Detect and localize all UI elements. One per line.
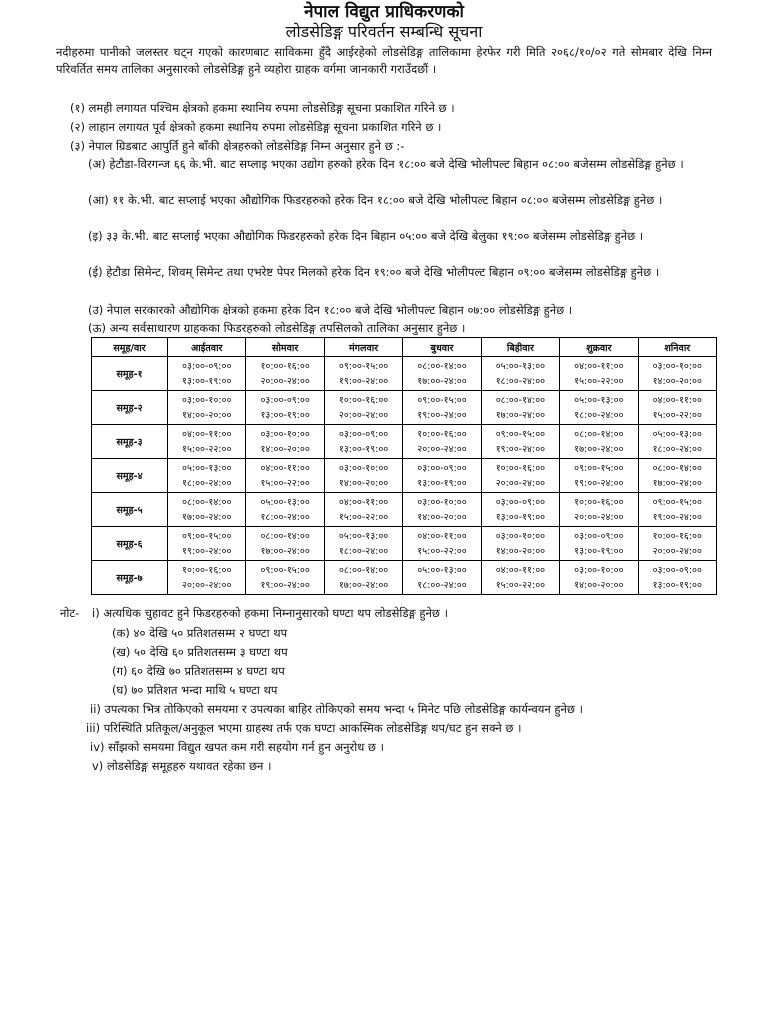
time-range: ०८:००-१४:०० <box>338 564 389 576</box>
time-range: १०:००-१६:०० <box>338 394 389 406</box>
time-range: ०९:००-१५:०० <box>652 496 702 508</box>
schedule-cell <box>168 561 246 595</box>
schedule-cell <box>324 561 402 595</box>
time-range: १८:००-२४:०० <box>260 511 310 523</box>
time-range: १९:००-२४:०० <box>495 443 546 455</box>
time-range: १८:००-२४:०० <box>652 443 702 455</box>
time-range: ०३:००-०९:०० <box>338 428 389 440</box>
time-range: १४:००-२०:०० <box>574 579 624 591</box>
schedule-cell <box>560 459 638 493</box>
time-range: ०९:००-१५:०० <box>260 564 310 576</box>
time-range: १८:००-२४:०० <box>338 545 389 557</box>
time-range: १०:००-१६:०० <box>495 462 546 474</box>
time-range: ०८:००-१४:०० <box>652 462 702 474</box>
group-label: समूह-४ <box>92 459 168 493</box>
time-range: १७:००-२४:०० <box>417 375 467 387</box>
schedule-cell <box>246 493 324 527</box>
notice-title: नेपाल विद्युत प्राधिकरणको <box>304 2 464 22</box>
group-label: समूह-६ <box>92 527 168 561</box>
note-kha: (ख) ५० देखि ६० प्रतिशतसम्म ३ घण्टा थप <box>112 645 288 659</box>
time-range: ०४:००-११:०० <box>574 360 624 372</box>
schedule-cell <box>638 357 716 391</box>
column-header-day: मंगलवार <box>324 338 402 357</box>
column-header-day: बुधवार <box>403 338 481 357</box>
time-range: १४:००-२०:०० <box>182 409 232 421</box>
time-range: ०४:००-११:०० <box>260 462 310 474</box>
table-header-row <box>92 338 717 357</box>
schedule-cell <box>324 527 402 561</box>
table-row <box>92 459 717 493</box>
time-range: ०९:००-१५:०० <box>574 462 624 474</box>
point-2: (२) लाहान लगायत पूर्व क्षेत्रको हकमा स्थानिय रुपमा लोडसेडिङ्ग सूचना प्रकाशित गरिने छ । <box>70 120 442 134</box>
subpoint-i: (इ) ३३ के.भी. बाट सप्लाई भएका औद्योगिक फिडरहरुको हरेक दिन बिहान ०५:०० बजे देखि बेलुका १९:०० बजेसम्म लोडसेडिङ्ग हुनेछ । <box>88 229 644 243</box>
time-range: ०४:००-११:०० <box>495 564 546 576</box>
column-header-day: शुक्रवार <box>560 338 638 357</box>
time-range: १५:००-२२:०० <box>495 579 546 591</box>
time-range: ०३:००-०९:०० <box>260 394 310 406</box>
time-range: ०३:००-०९:०० <box>652 564 702 576</box>
table-row <box>92 425 717 459</box>
schedule-cell <box>246 561 324 595</box>
note-ka: (क) ४० देखि ५० प्रतिशतसम्म २ घण्टा थप <box>112 626 288 640</box>
schedule-cell <box>481 459 559 493</box>
time-range: ०३:००-०९:०० <box>417 462 467 474</box>
time-range: १०:००-१६:०० <box>260 360 310 372</box>
loadshedding-schedule-table <box>91 337 717 595</box>
schedule-cell <box>638 527 716 561</box>
table-row <box>92 357 717 391</box>
time-range: ०५:००-१३:०० <box>652 428 702 440</box>
time-range: १८:००-२४:०० <box>495 375 546 387</box>
time-range: ०४:००-११:०० <box>338 496 389 508</box>
time-range: १०:००-१६:०० <box>417 428 467 440</box>
column-header-group: समूह/वार <box>92 338 168 357</box>
time-range: १८:००-२४:०० <box>182 477 232 489</box>
subpoint-uu: (ऊ) अन्य सर्वसाधारण ग्राहकका फिडरहरुको लोडसेडिङ्ग तपसिलको तालिका अनुसार हुनेछ । <box>88 321 466 335</box>
time-range: १७:००-२४:०० <box>182 511 232 523</box>
schedule-cell <box>481 527 559 561</box>
time-range: ०८:००-१४:०० <box>260 530 310 542</box>
table-row <box>92 527 717 561</box>
time-range: १९:००-२४:०० <box>182 545 232 557</box>
schedule-cell <box>403 459 481 493</box>
schedule-cell <box>560 425 638 459</box>
time-range: १८:००-२४:०० <box>417 579 467 591</box>
time-range: ०५:००-१३:०० <box>574 394 624 406</box>
table-row <box>92 561 717 595</box>
time-range: १५:००-२२:०० <box>417 545 467 557</box>
schedule-cell <box>638 561 716 595</box>
schedule-cell <box>481 493 559 527</box>
notes-label: नोट- <box>60 606 80 620</box>
schedule-cell <box>168 459 246 493</box>
time-range: ०४:००-११:०० <box>652 394 702 406</box>
schedule-cell <box>481 561 559 595</box>
intro-paragraph: नदीहरुमा पानीको जलस्तर घट्न गएको कारणबाट साविकमा हुँदै आईरहेको लोडसेडिङ्ग तालिकामा हेरफेर गरी मिति २०६८/१०/०२ गते सोमबार देखि निम्न परिवर्तित समय तालिका अनुसारको लोडसेडिङ्ग हुने व्यहोरा ग्राहक वर्गमा जानकारी गराउँदछौं । <box>56 45 712 76</box>
note-4: iv) साँझको समयमा विद्युत खपत कम गरी सहयोग गर्न हुन अनुरोध छ । <box>90 740 385 754</box>
time-range: ०५:००-१३:०० <box>260 496 310 508</box>
subpoint-ii: (ई) हेटौडा सिमेन्ट, शिवम् सिमेन्ट तथा एभरेष्ट पेपर मिलको हरेक दिन १९:०० बजे देखि भोलीपल्ट बिहान ०९:०० बजेसम्म लोडसेडिङ्ग हुनेछ । <box>88 265 660 279</box>
time-range: १३:००-१९:०० <box>574 545 624 557</box>
time-range: १९:००-२४:०० <box>417 409 467 421</box>
time-range: ०९:००-१५:०० <box>417 394 467 406</box>
point-1: (१) लमही लगायत पश्चिम क्षेत्रको हकमा स्थानिय रुपमा लोडसेडिङ्ग सूचना प्रकाशित गरिने छ । <box>70 101 455 115</box>
time-range: २०:००-२४:०० <box>182 579 232 591</box>
time-range: ०५:००-१३:०० <box>417 564 467 576</box>
schedule-cell <box>560 493 638 527</box>
schedule-cell <box>403 561 481 595</box>
notice-subtitle: लोडसेडिङ्ग परिवर्तन सम्बन्धि सूचना <box>285 22 483 41</box>
time-range: ०८:००-१४:०० <box>495 394 546 406</box>
schedule-cell <box>638 425 716 459</box>
schedule-cell <box>560 561 638 595</box>
time-range: ०३:००-१०:०० <box>182 394 232 406</box>
time-range: १७:००-२४:०० <box>338 579 389 591</box>
schedule-cell <box>403 493 481 527</box>
time-range: १९:००-२४:०० <box>652 511 702 523</box>
schedule-cell <box>403 527 481 561</box>
schedule-cell <box>246 357 324 391</box>
time-range: ०३:००-१०:०० <box>574 564 624 576</box>
time-range: २०:००-२४:०० <box>260 375 310 387</box>
time-range: १९:००-२४:०० <box>338 375 389 387</box>
subpoint-aa: (आ) ११ के.भी. बाट सप्लाई भएका औद्योगिक फिडरहरुको हरेक दिन १८:०० बजे देखि भोलीपल्ट बिहान ०८:०० बजेसम्म लोडसेडिङ्ग हुनेछ । <box>88 193 663 207</box>
schedule-cell <box>324 425 402 459</box>
time-range: १७:००-२४:०० <box>574 443 624 455</box>
time-range: १९:००-२४:०० <box>574 477 624 489</box>
schedule-cell <box>560 391 638 425</box>
schedule-cell <box>560 357 638 391</box>
time-range: १४:००-२०:०० <box>495 545 546 557</box>
group-label: समूह-१ <box>92 357 168 391</box>
schedule-cell <box>168 527 246 561</box>
schedule-cell <box>324 493 402 527</box>
schedule-cell <box>168 357 246 391</box>
group-label: समूह-७ <box>92 561 168 595</box>
time-range: ०३:००-०९:०० <box>495 496 546 508</box>
time-range: ०५:००-१३:०० <box>495 360 546 372</box>
schedule-cell <box>324 357 402 391</box>
time-range: १७:००-२४:०० <box>652 477 702 489</box>
time-range: २०:००-२४:०० <box>417 443 467 455</box>
table-row <box>92 493 717 527</box>
schedule-cell <box>638 459 716 493</box>
time-range: ०३:००-१०:०० <box>652 360 702 372</box>
schedule-cell <box>638 493 716 527</box>
note-ga: (ग) ६० देखि ७० प्रतिशतसम्म ४ घण्टा थप <box>112 664 285 678</box>
time-range: ०८:००-१४:०० <box>574 428 624 440</box>
time-range: ०३:००-०९:०० <box>182 360 232 372</box>
schedule-cell <box>168 391 246 425</box>
note-1: i) अत्यधिक चुहावट हुने फिडरहरुको हकमा निम्नानुसारको घण्टा थप लोडसेडिङ्ग हुनेछ । <box>92 606 448 620</box>
time-range: १३:००-१९:०० <box>417 477 467 489</box>
schedule-cell <box>403 425 481 459</box>
time-range: ०५:००-१३:०० <box>182 462 232 474</box>
time-range: १०:००-१६:०० <box>652 530 702 542</box>
time-range: ०९:००-१५:०० <box>495 428 546 440</box>
time-range: १५:००-२२:०० <box>338 511 389 523</box>
time-range: ०८:००-१४:०० <box>417 360 467 372</box>
subpoint-u: (उ) नेपाल सरकारको औद्योगिक क्षेत्रको हकमा हरेक दिन १८:०० बजे देखि भोलीपल्ट बिहान ०७:०० लोडसेडिङ्ग हुनेछ । <box>88 303 573 317</box>
table-row <box>92 391 717 425</box>
time-range: ०४:००-११:०० <box>182 428 232 440</box>
schedule-cell <box>481 357 559 391</box>
group-label: समूह-५ <box>92 493 168 527</box>
column-header-day: बिहीवार <box>481 338 559 357</box>
time-range: १०:००-१६:०० <box>182 564 232 576</box>
schedule-cell <box>403 357 481 391</box>
time-range: २०:००-२४:०० <box>652 545 702 557</box>
time-range: १९:००-२४:०० <box>260 579 310 591</box>
schedule-cell <box>246 527 324 561</box>
column-header-day: सोमवार <box>246 338 324 357</box>
schedule-cell <box>481 425 559 459</box>
time-range: १३:००-१९:०० <box>652 579 702 591</box>
time-range: ०९:००-१५:०० <box>182 530 232 542</box>
schedule-cell <box>246 391 324 425</box>
column-header-day: शनिवार <box>638 338 716 357</box>
schedule-cell <box>481 391 559 425</box>
time-range: १५:००-२२:०० <box>182 443 232 455</box>
note-3: iii) परिस्थिति प्रतिकूल/अनुकूल भएमा ग्राहस्थ तर्फ एक घण्टा आकस्मिक लोडसेडिङ्ग थप/घट हुन सक्ने छ । <box>86 721 522 735</box>
time-range: १३:००-१९:०० <box>182 375 232 387</box>
time-range: ०८:००-१४:०० <box>182 496 232 508</box>
schedule-cell <box>324 459 402 493</box>
time-range: ०३:००-१०:०० <box>495 530 546 542</box>
time-range: १७:००-२४:०० <box>260 545 310 557</box>
schedule-cell <box>246 459 324 493</box>
time-range: ०३:००-१०:०० <box>260 428 310 440</box>
time-range: ०५:००-१३:०० <box>338 530 389 542</box>
column-header-day: आईतवार <box>168 338 246 357</box>
time-range: २०:००-२४:०० <box>574 511 624 523</box>
note-gha: (घ) ७० प्रतिशत भन्दा माथि ५ घण्टा थप <box>112 683 278 697</box>
time-range: १७:००-२४:०० <box>495 409 546 421</box>
time-range: १८:००-२४:०० <box>574 409 624 421</box>
schedule-cell <box>246 425 324 459</box>
time-range: १५:००-२२:०० <box>574 375 624 387</box>
time-range: १३:००-१९:०० <box>338 443 389 455</box>
time-range: २०:००-२४:०० <box>495 477 546 489</box>
time-range: १३:००-१९:०० <box>495 511 546 523</box>
schedule-cell <box>403 391 481 425</box>
schedule-cell <box>638 391 716 425</box>
time-range: १४:००-२०:०० <box>417 511 467 523</box>
point-3: (३) नेपाल ग्रिडबाट आपुर्ति हुने बाँकी क्षेत्रहरुको लोडसेडिङ्ग निम्न अनुसार हुने छ :- <box>70 139 405 153</box>
time-range: १४:००-२०:०० <box>652 375 702 387</box>
time-range: ०३:००-१०:०० <box>417 496 467 508</box>
time-range: १४:००-२०:०० <box>338 477 389 489</box>
time-range: ०३:००-०९:०० <box>574 530 624 542</box>
schedule-cell <box>560 527 638 561</box>
time-range: १०:००-१६:०० <box>574 496 624 508</box>
schedule-cell <box>168 493 246 527</box>
time-range: २०:००-२४:०० <box>338 409 389 421</box>
schedule-cell <box>168 425 246 459</box>
note-2: ii) उपत्यका भित्र तोकिएको समयमा र उपत्यका बाहिर तोकिएको समय भन्दा ५ मिनेट पछि लोडसेडिङ्ग कार्यन्वयन हुनेछ । <box>90 702 583 716</box>
time-range: ०९:००-१५:०० <box>338 360 389 372</box>
time-range: १४:००-२०:०० <box>260 443 310 455</box>
time-range: १३:००-१९:०० <box>260 409 310 421</box>
schedule-cell <box>324 391 402 425</box>
group-label: समूह-३ <box>92 425 168 459</box>
time-range: १५:००-२२:०० <box>260 477 310 489</box>
note-5: v) लोडसेडिङ्ग समूहहरु यथावत रहेका छन । <box>92 759 272 773</box>
time-range: १५:००-२२:०० <box>652 409 702 421</box>
time-range: ०३:००-१०:०० <box>338 462 389 474</box>
time-range: ०४:००-११:०० <box>417 530 467 542</box>
subpoint-a: (अ) हेटौडा-विरगन्ज ६६ के.भी. बाट सप्लाइ भएका उद्योग हरुको हरेक दिन १८:०० बजे देखि भोलीपल्ट बिहान ०८:०० बजेसम्म लोडसेडिङ्ग हुनेछ । <box>88 157 684 171</box>
group-label: समूह-२ <box>92 391 168 425</box>
